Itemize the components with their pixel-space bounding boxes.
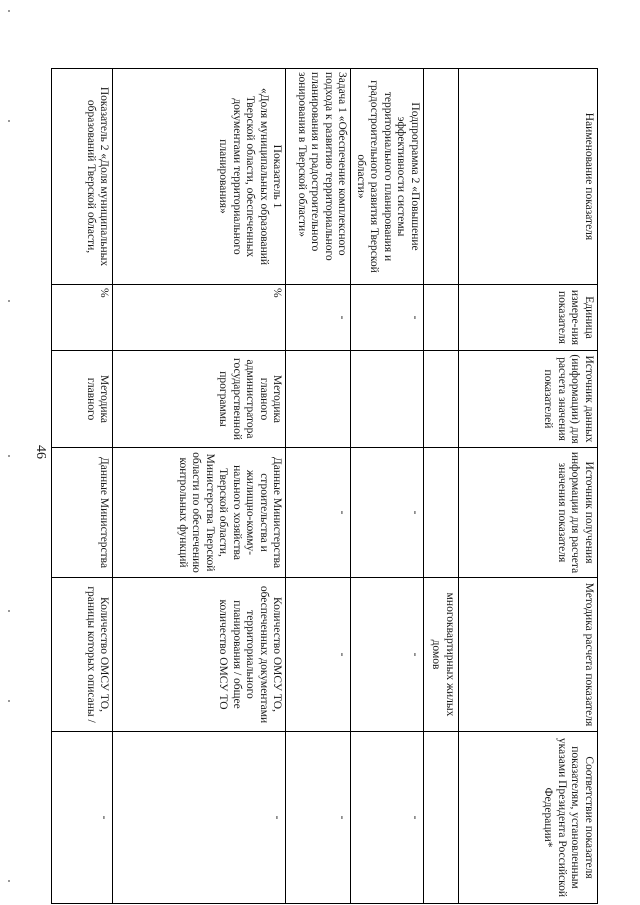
indicator-title: Показатель 1 xyxy=(271,144,284,209)
table-row-task-1 xyxy=(286,69,351,904)
header-info-source: Источник получения информации для расчета значения показателя xyxy=(459,448,598,578)
carry-over-row xyxy=(424,69,459,904)
rotated-table-container xyxy=(85,68,598,903)
header-presidential-compliance: Соответствие показателя показателям, установленным указами Президента Российской Федерации* xyxy=(459,732,598,904)
cell-name: Показатель 2 «Доля муниципальных образований Тверской области, xyxy=(52,69,113,285)
cell-compliance: - xyxy=(351,732,424,904)
header-data-source: Источник данных (информации) для расчета значения показателей xyxy=(459,351,598,448)
cell-data-source: Методика главного xyxy=(52,351,113,448)
cell-method: Количество ОМСУ ТО, обеспеченных документами территориального планирования / общее количество ОМСУ ТО xyxy=(113,578,286,732)
cell-unit: - xyxy=(351,285,424,351)
header-indicator-name: Наименование показателя xyxy=(459,69,598,285)
cell-info-source: - xyxy=(351,448,424,578)
header-unit: Единица измере-ния показателя xyxy=(459,285,598,351)
cell-unit: % xyxy=(52,285,113,351)
indicator-text: «Доля муниципальных образований Тверской области, обеспеченных документами территориального планирования» xyxy=(217,87,270,266)
cell-method: Количество ОМСУ ТО, границы которых описаны / xyxy=(52,578,113,732)
cell-compliance: - xyxy=(52,732,113,904)
cell-info-source: - xyxy=(286,448,351,578)
indicators-table xyxy=(52,68,599,904)
table-row-indicator-1 xyxy=(113,69,286,904)
page-number: 46 xyxy=(33,445,48,459)
table-row-indicator-2 xyxy=(52,69,113,904)
scan-margin-marks xyxy=(0,0,22,905)
cell-name xyxy=(113,69,286,285)
cell-info-source: Данные Министерства строительства и жилищно-комму-нального хозяйства Тверской области, Министерства Тверской области по обеспечению контрольных функций xyxy=(113,448,286,578)
cell-method: - xyxy=(351,578,424,732)
cell-method: - xyxy=(286,578,351,732)
cell-unit: % xyxy=(113,285,286,351)
carry-method-text: многоквартирных жилых домов xyxy=(424,578,459,732)
table-row-subprogram-2 xyxy=(351,69,424,904)
cell-unit: - xyxy=(286,285,351,351)
cell-compliance: - xyxy=(113,732,286,904)
cell-name: Задача 1 «Обеспечение комплексного подхода к развитию территориального планирования и градостроительного зонирования в Тверской области» xyxy=(286,69,351,285)
cell-compliance: - xyxy=(286,732,351,904)
cell-info-source: Данные Министерства xyxy=(52,448,113,578)
cell-name: Подпрограмма 2 «Повышение эффективности системы территориального планирования и градостроительного развития Тверской области» xyxy=(351,69,424,285)
cell-data-source xyxy=(286,351,351,448)
cell-data-source xyxy=(351,351,424,448)
header-row xyxy=(459,69,598,904)
cell-data-source: Методика главного администратора государственной программы xyxy=(113,351,286,448)
header-calc-method: Методика расчета показателя xyxy=(459,578,598,732)
